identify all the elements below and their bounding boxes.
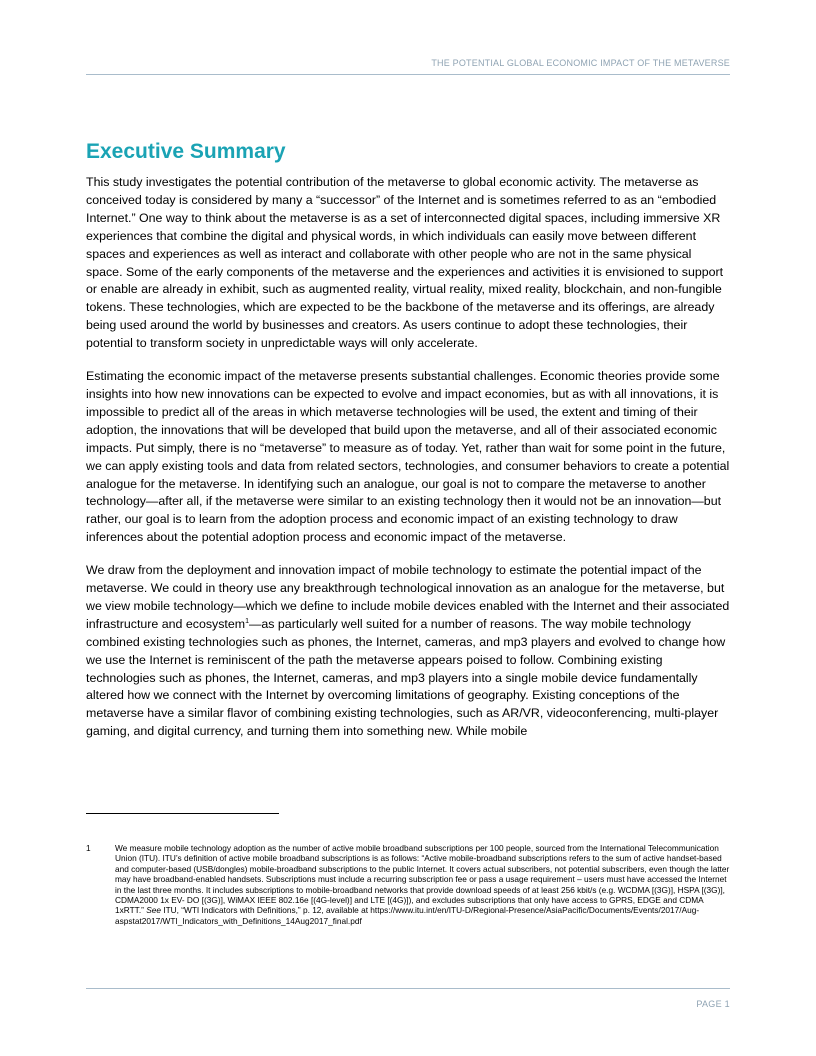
page-number: PAGE 1 xyxy=(696,999,730,1009)
footnote-text-part1: We measure mobile technology adoption as the number of active mobile broadband subscriptions per 100 people, sourced from the International Telecommunication Union (ITU). ITU’s definition of active mobile broadband subscriptions is as follows: “Active mobile-broadband subscriptions refers to the sum of active handset-based and computer-based (USB/dongles) mobile-broadband subscriptions to the public Internet. It covers actual subscribers, not potential subscribers, even though the latter may have broadband-enabled handsets. Subscriptions must include a recurring subscription fee or pass a usage requirement – users must have accessed the Internet in the last three months. It includes subscriptions to mobile-broadband networks that provide download speeds of at least 256 kbit/s (e.g. WCDMA [(3G)], HSPA [(3G)], CDMA2000 1x EV- DO [(3G)], WiMAX IEEE 802.16e [(4G-level)] and LTE [(4G)]), and excludes subscriptions that only have access to GPRS, EDGE and CDMA 1xRTT.” xyxy=(115,843,730,916)
body-text xyxy=(86,174,731,756)
footnote-reference[interactable]: 1 xyxy=(245,617,249,625)
paragraph-2: Estimating the economic impact of the metaverse presents substantial challenges. Economic theories provide some insights into how new innovations can be expected to evolve and impact economies, but as with all innovations, it is impossible to predict all of the areas in which metaverse technologies will be used, the extent and timing of their adoption, the innovations that will be developed that build upon the metaverse, and all of their associated economic impacts. Put simply, there is no “metaverse” to measure as of today. Yet, rather than wait for some point in the future, we can apply existing tools and data from related sectors, technologies, and consumer behaviors to create a potential analogue for the metaverse. In identifying such an analogue, our goal is not to compare the metaverse to another technology—after all, if the metaverse were similar to an existing technology then it would not be an innovation—but rather, our goal is to learn from the adoption process and economic impact of an existing technology to draw inferences about the potential adoption process and economic impact of the metaverse. xyxy=(86,369,730,545)
paragraph-1: This study investigates the potential contribution of the metaverse to global economic activity. The metaverse as conceived today is considered by many a “successor” of the Internet and is sometimes referred to as an “embodied Internet.” One way to think about the metaverse is as a set of interconnected digital spaces, including immersive XR experiences that combine the digital and physical words, in which individuals can easily move between different spaces and experiences as well as interact and collaborate with other people who are not in the same physical space. Some of the early components of the metaverse and the experiences and activities it is envisioned to support or enable are already in exhibit, such as augmented reality, virtual reality, mixed reality, blockchain, and non-fungible tokens. These technologies, which are expected to be the backbone of the metaverse and its offerings, are already being used around the world by businesses and creators. As users continue to adopt these technologies, their potential to transform society in unpredictable ways will only accelerate. xyxy=(86,175,724,351)
paragraph-3 xyxy=(86,562,731,741)
header-divider xyxy=(86,74,730,75)
footnote-number: 1 xyxy=(86,843,91,853)
footnote-text-part2: ITU, “WTI Indicators with Definitions,” p. 12, available at https://www.itu.int/en/ITU-D/Regional-Presence/AsiaPacific/Documents/Events/2017/Aug-aspstat2017/WTI_Indicators_with_Definitions_14Aug2017_final.pdf xyxy=(115,905,700,926)
footnote xyxy=(86,843,731,926)
footnote-divider xyxy=(86,813,279,814)
paragraph-3-start: We draw from the deployment and innovation impact of mobile technology to estimate the potential impact of the metaverse. We could in theory use any breakthrough technological innovation as an analogue for the metaverse, but we view mobile technology—which we define to include mobile devices enabled with the Internet and their associated infrastructure and ecosystem xyxy=(86,563,730,631)
footnote-see-label: See xyxy=(146,905,161,916)
paragraph-3-end: —as particularly well suited for a number of reasons. The way mobile technology combined existing technologies such as phones, the Internet, cameras, and mp3 players and evolved to change how we use the Internet is reminiscent of the path the metaverse appears poised to follow. Combining existing technologies such as phones, the Internet, cameras, and mp3 players into a single mobile device fundamentally altered how we connect with the Internet by overcoming limitations of geography. Existing conceptions of the metaverse have a similar flavor of combining existing technologies, such as AR/VR, videoconferencing, multi-player gaming, and digital currency, and turning them into something new. While mobile xyxy=(86,616,726,739)
running-header: THE POTENTIAL GLOBAL ECONOMIC IMPACT OF THE METAVERSE xyxy=(431,58,730,68)
section-title: Executive Summary xyxy=(86,140,286,163)
footnote-text xyxy=(115,843,731,926)
footer-divider xyxy=(86,988,730,989)
